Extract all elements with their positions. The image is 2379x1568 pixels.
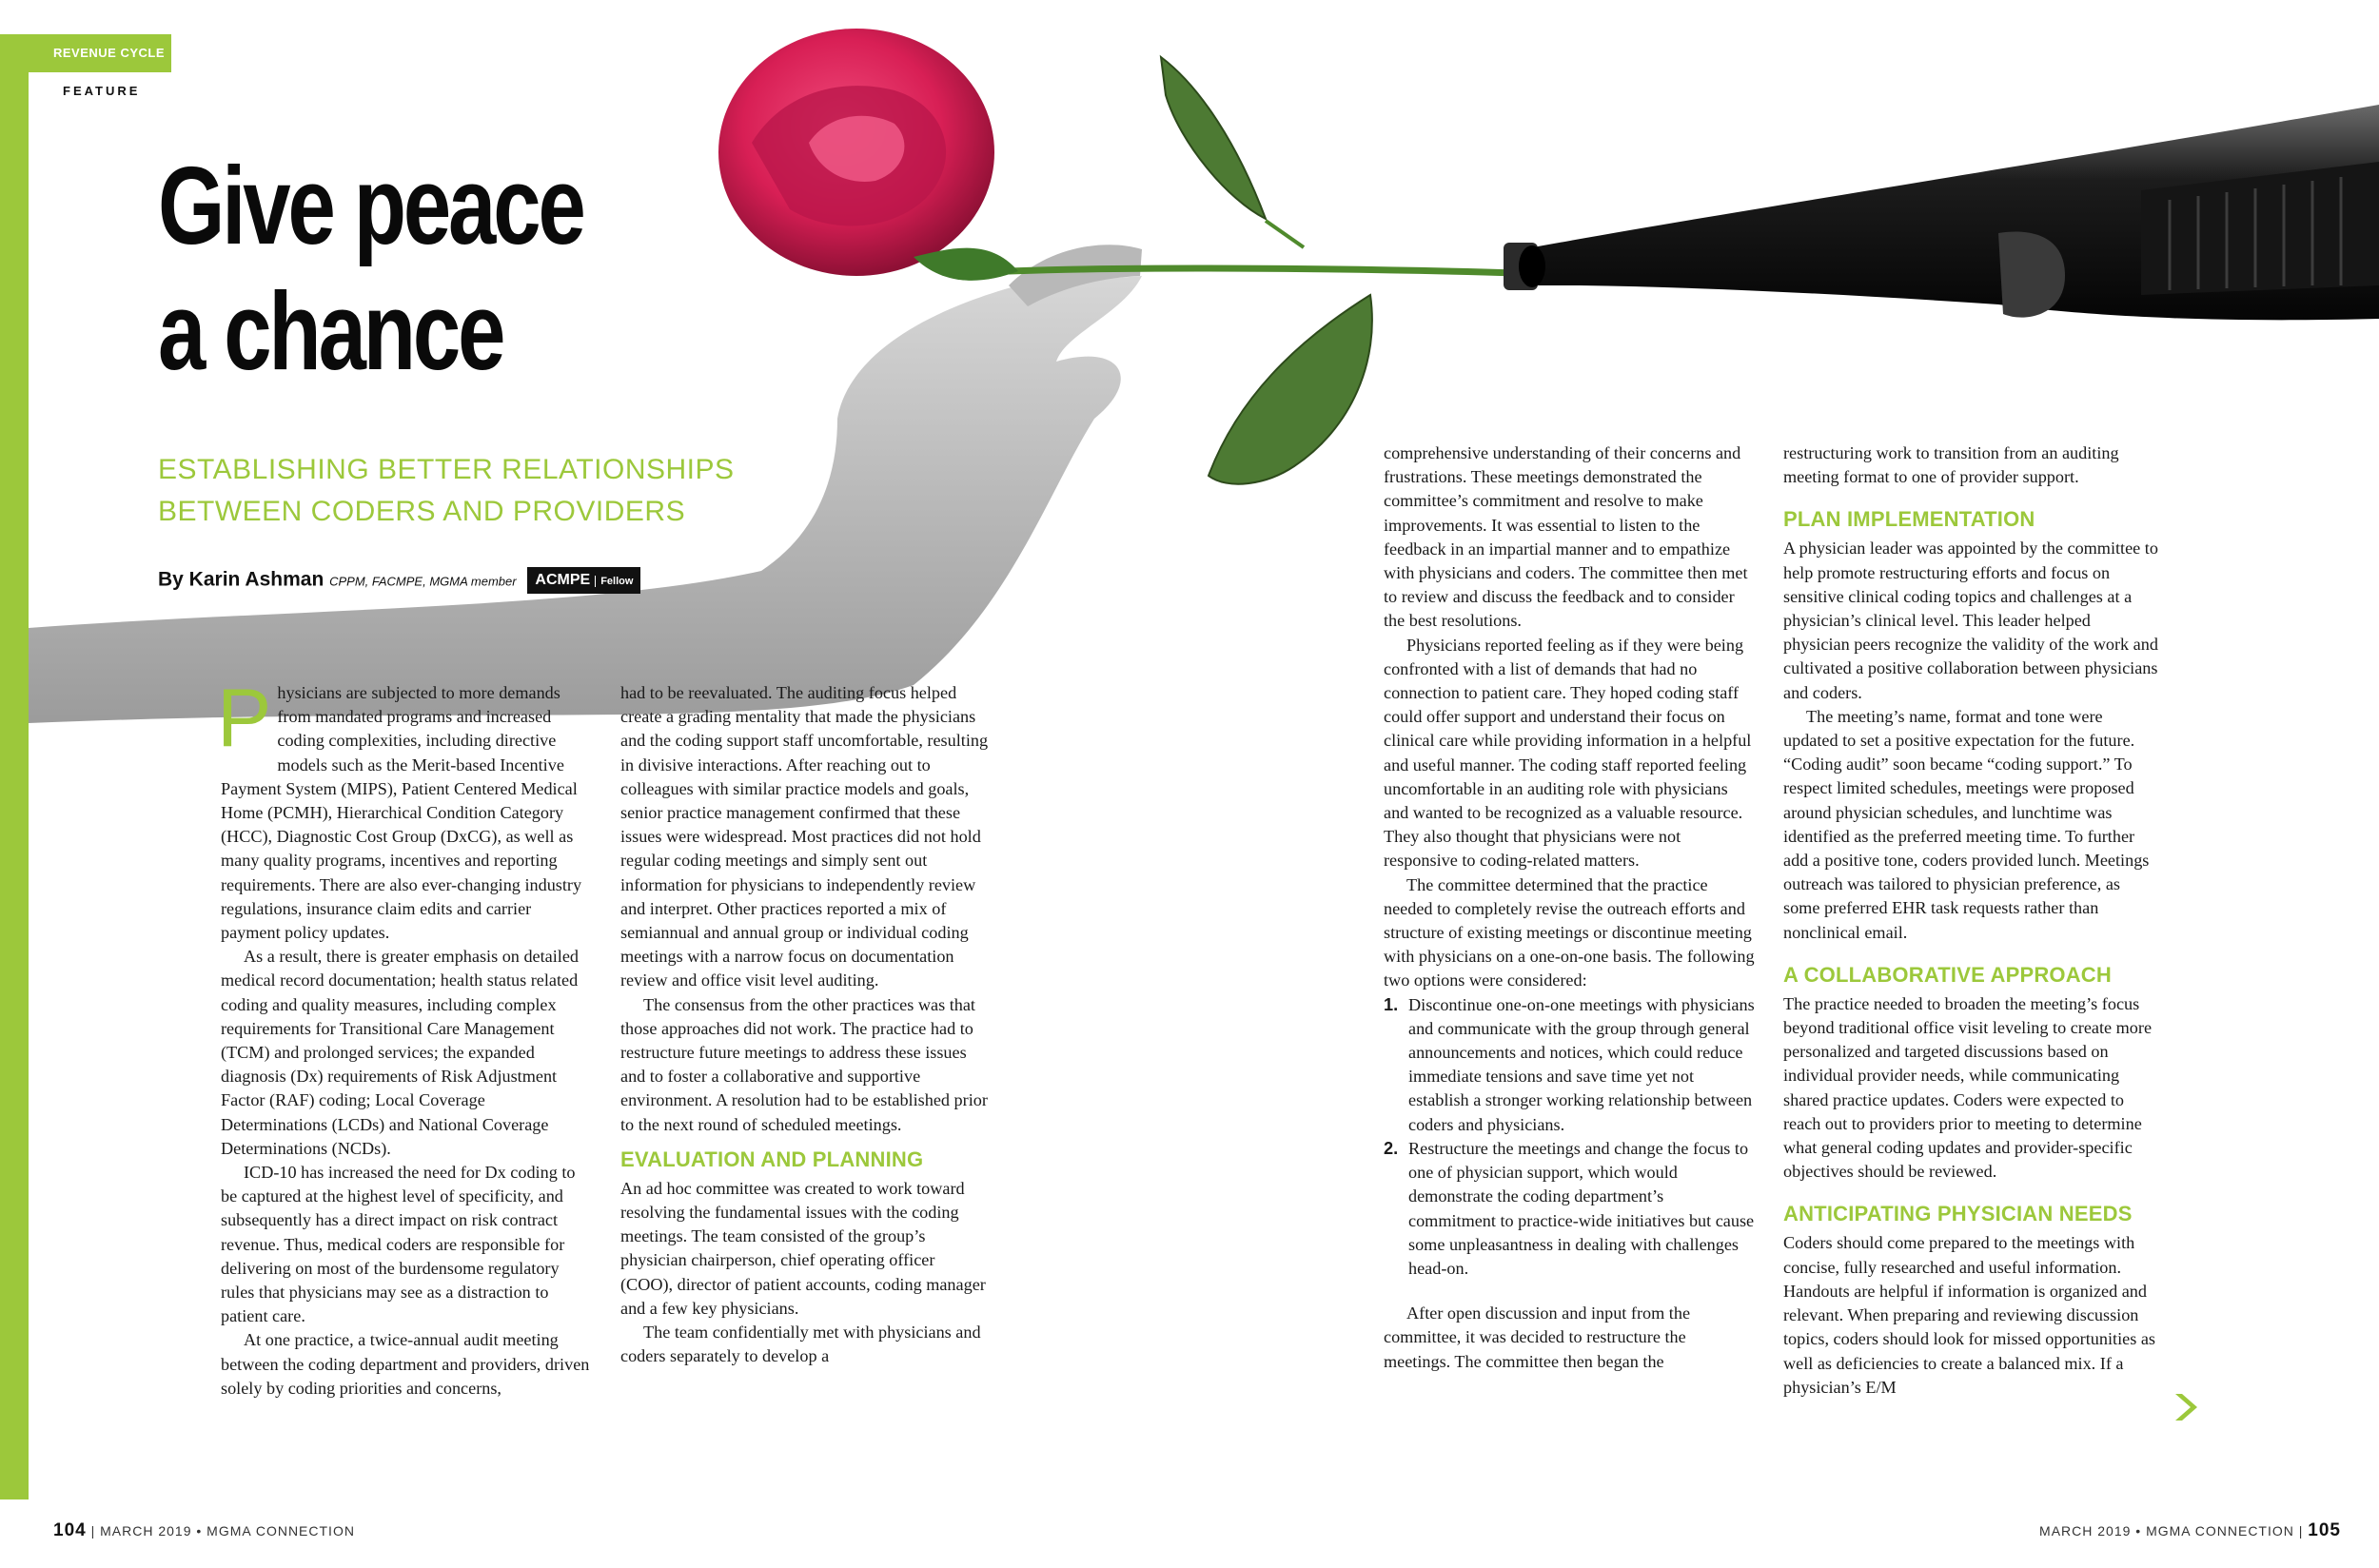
paragraph: The consensus from the other practices was that those approaches did not work. The practice had to restructure future meetings to address these issues and to foster a collaborative and supportive environment. A resolution had to be established prior to the next round of scheduled meetings. xyxy=(620,994,988,1134)
title-line-1: Give peace xyxy=(158,144,583,267)
footer-text-right: MARCH 2019 • MGMA CONNECTION xyxy=(2039,1523,2294,1539)
section-heading: PLAN IMPLEMENTATION xyxy=(1783,507,2035,532)
paragraph: Physicians reported feeling as if they were being confronted with a list of demands that had no connection to patient care. They hoped coding staff could offer support and understand their focus on clinical care while providing information in a helpful and useful manner. The coding staff reported feeling uncomfortable in an auditing role with physicians and wanted to be recognized as a valuable resource. They also thought that physicians were not responsive to coding-related matters. xyxy=(1384,635,1752,871)
paragraph-text: hysicians are subjected to more demands from mandated programs and increased coding complexities, including directive models such as the Merit-based Incentive Payment System (MIPS), Patient Centered Medical Home (PCMH), Hierarchical Condition Category (HCC), Diagnostic Cost Group (DxCG), as well as many quality programs, incentives and reporting requirements. There are also ever-changing industry regulations, insurance claim edits and carrier payment policy updates. xyxy=(221,683,582,943)
paragraph: ICD-10 has increased the need for Dx coding to be captured at the highest level of specificity, and subsequently has a direct impact on risk contract revenue. Thus, medical coders are responsible for delivering on most of the burdensome regulatory rules that physicians may see as a distraction to patient care. xyxy=(221,1163,576,1326)
paragraph: comprehensive understanding of their concerns and frustrations. These meetings demonstrated the committee’s commitment and resolve to make improvements. It was essential to listen to the feedback in an impartial manner and to empathize with physicians and coders. The committee then met to review and discuss the feedback and to consider the best resolutions. xyxy=(1384,443,1748,631)
subtitle-line-1: ESTABLISHING BETTER RELATIONSHIPS xyxy=(158,454,735,485)
footer-separator: | xyxy=(90,1523,96,1539)
list-item-text: Discontinue one-on-one meetings with physicians and communicate with the group through general announcements and notices, which could reduce immediate tensions and save time yet not establish a stronger working relationship between coders and physicians. xyxy=(1408,994,1755,1134)
article-column-1 xyxy=(217,673,592,1401)
badge-text: ACMPE xyxy=(535,572,591,588)
footer-left xyxy=(53,1520,355,1541)
article-column-3 xyxy=(1384,441,1755,1374)
section-tag: REVENUE CYCLE xyxy=(29,34,171,72)
options-list xyxy=(1384,993,1755,1281)
list-number: 2. xyxy=(1384,1138,1399,1158)
list-item-text: Restructure the meetings and change the focus to one of physician support, which would demonstrate the coding department’s commitment to practice-wide initiatives but cause some unpleasantness in dealing with challenges head-on. xyxy=(1408,1138,1755,1278)
paragraph: The team confidentially met with physicians and coders separately to develop a xyxy=(620,1323,981,1366)
author-name: By Karin Ashman xyxy=(158,568,324,591)
paragraph: An ad hoc committee was created to work toward resolving the fundamental issues with the coding meetings. The team consisted of the group’s physician chairperson, chief operating officer (COO), director of patient accounts, coding manager and a few key physicians. xyxy=(620,1178,986,1318)
feature-label: FEATURE xyxy=(63,84,141,98)
paragraph: The practice needed to broaden the meeting’s focus beyond traditional office visit leveling to create more personalized and targeted discussions based on individual provider needs, while communicating shared practice updates. Coders were expected to reach out to providers prior to meeting to determine what general coding updates and provider-specific objectives should be reviewed. xyxy=(1783,993,2153,1182)
paragraph: After open discussion and input from the committee, it was decided to restructure the meetings. The committee then began the xyxy=(1384,1303,1691,1371)
paragraph: had to be reevaluated. The auditing focus helped create a grading mentality that made the physicians and the coding support staff uncomfortable, resulting in divisive interactions. After reaching out to colleagues with similar practice models and goals, senior practice management confirmed that these issues were widespread. Most practices did not hold regular coding meetings and simply sent out information for physicians to independently review and interpret. Other practices reported a mix of semiannual and annual group or individual coding meetings with a narrow focus on documentation review and office visit level auditing. xyxy=(620,683,989,990)
acmpe-fellow-badge xyxy=(527,567,640,594)
page-number-left: 104 xyxy=(53,1520,87,1540)
article-column-4 xyxy=(1783,441,2160,1400)
article-column-2 xyxy=(620,681,992,1368)
section-heading: A COLLABORATIVE APPROACH xyxy=(1783,962,2112,987)
paragraph: A physician leader was appointed by the committee to help promote restructuring efforts and focus on sensitive clinical coding topics and challenges at a physician’s clinical level. This leader helped physician peers recognize the validity of the work and cultivated a positive collaboration between physicians and coders. xyxy=(1783,539,2158,702)
list-item xyxy=(1384,1137,1755,1281)
paragraph: The meeting’s name, format and tone were updated to set a positive expectation for the future. “Coding audit” soon became “coding support.” To respect limited schedules, meetings were proposed around physician schedules, and lunchtime was identified as the preferred meeting time. To further add a positive tone, coders provided lunch. Meetings outreach was tailored to physician preference, as some preferred EHR task requests rather than nonclinical email. xyxy=(1783,706,2150,942)
footer-separator: | xyxy=(2298,1523,2304,1539)
article-subtitle xyxy=(158,449,735,533)
rose-leaf xyxy=(1209,295,1372,484)
footer-right xyxy=(2039,1520,2341,1541)
paragraph: The committee determined that the practice needed to completely revise the outreach efforts and structure of existing meetings or discontinue meeting with physicians on a one-on-one basis. The following two options were considered: xyxy=(1384,874,1755,990)
chevron-right-icon xyxy=(2170,1391,2202,1423)
paragraph: Coders should come prepared to the meetings with concise, fully researched and useful information. Handouts are helpful if information is organized and relevant. When preparing and reviewing discussion topics, coders should look for missed opportunities as well as deficiencies to create a balanced mix. If a physician’s E/M xyxy=(1783,1233,2155,1397)
paragraph: restructuring work to transition from an auditing meeting format to one of provider support. xyxy=(1783,443,2119,487)
list-number: 1. xyxy=(1384,994,1399,1014)
footer-text-left: MARCH 2019 • MGMA CONNECTION xyxy=(100,1523,355,1539)
paragraph xyxy=(217,673,592,945)
author-credentials: CPPM, FACMPE, MGMA member xyxy=(329,574,517,589)
article-title xyxy=(158,143,583,394)
badge-subtext: Fellow xyxy=(595,576,633,587)
section-heading: EVALUATION AND PLANNING xyxy=(620,1147,924,1171)
paragraph: At one practice, a twice-annual audit meeting between the coding department and providers, driven solely by coding priorities and concerns, xyxy=(221,1330,590,1398)
title-line-2: a chance xyxy=(158,269,503,393)
drop-cap: P xyxy=(217,673,272,764)
section-heading: ANTICIPATING PHYSICIAN NEEDS xyxy=(1783,1202,2133,1226)
page-number-right: 105 xyxy=(2308,1520,2341,1540)
paragraph: As a result, there is greater emphasis on detailed medical record documentation; health status related coding and quality measures, including complex requirements for Transitional Care Management (TCM) and prolonged services; the expanded diagnosis (Dx) requirements of Risk Adjustment Factor (RAF) coding; Local Coverage Determinations (LCDs) and National Coverage Determinations (NCDs). xyxy=(221,947,580,1158)
list-item xyxy=(1384,993,1755,1137)
subtitle-line-2: BETWEEN CODERS AND PROVIDERS xyxy=(158,496,686,527)
byline xyxy=(158,567,640,594)
